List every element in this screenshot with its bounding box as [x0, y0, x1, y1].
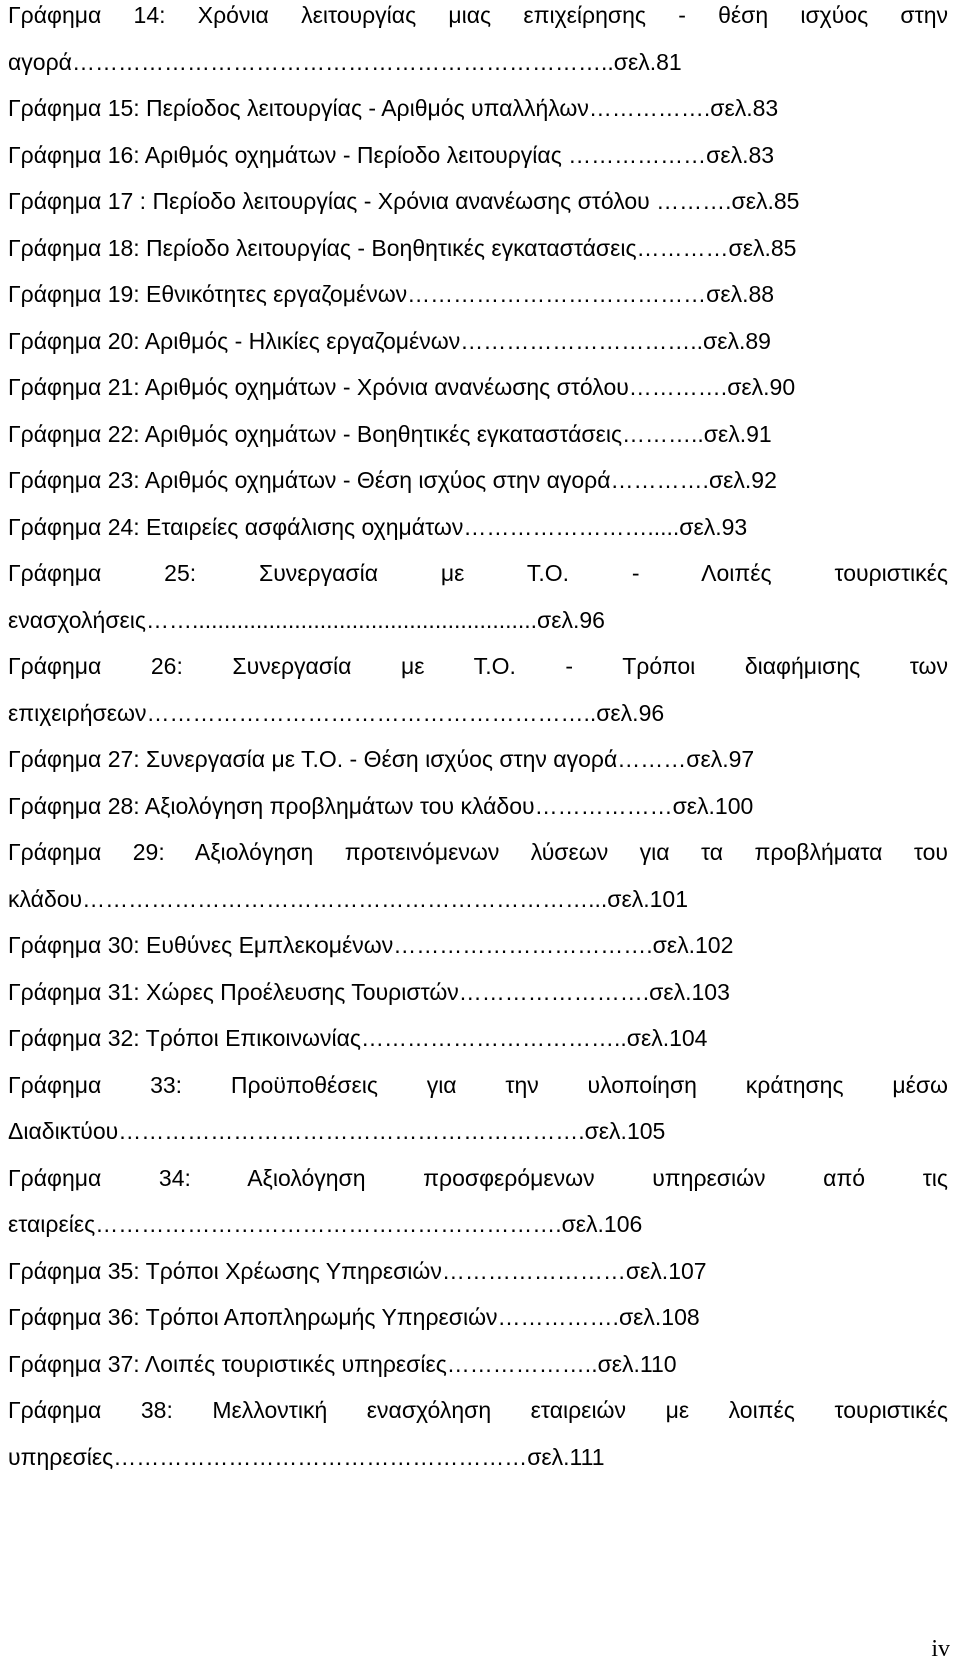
toc-line: Γράφημα 26: Συνεργασία με Τ.Ο. - Τρόποι διαφήμισης των	[8, 653, 948, 679]
toc-line: επιχειρήσεων…………………………………………………..σελ.96	[8, 699, 665, 726]
toc-line: Γράφημα 16: Αριθμός οχημάτων - Περίοδο λειτουργίας ………………σελ.83	[8, 141, 775, 168]
toc-line: Γράφημα 29: Αξιολόγηση προτεινόμενων λύσεων για τα προβλήματα του	[8, 839, 948, 865]
toc-list-of-figures	[8, 0, 948, 1480]
toc-line: κλάδου…………………………………………………………...σελ.101	[8, 885, 689, 912]
page-number: iv	[931, 1636, 950, 1662]
toc-line: ενασχολήσεις……......................................................σελ.96	[8, 606, 605, 633]
toc-line: Γράφημα 18: Περίοδο λειτουργίας - Βοηθητικές εγκαταστάσεις…………σελ.85	[8, 234, 797, 261]
toc-line: Γράφημα 21: Αριθμός οχημάτων - Χρόνια ανανέωσης στόλου………….σελ.90	[8, 374, 796, 400]
toc-line: Γράφημα 36: Τρόποι Αποπληρωμής Υπηρεσιών…………….σελ.108	[8, 1304, 700, 1330]
toc-line: Γράφημα 14: Χρόνια λειτουργίας μιας επιχείρησης - θέση ισχύος στην	[8, 2, 948, 28]
toc-line: Γράφημα 35: Τρόποι Χρέωσης Υπηρεσιών……………………σελ.107	[8, 1257, 707, 1284]
toc-line: Γράφημα 24: Εταιρείες ασφάλισης οχημάτων…………………….....σελ.93	[8, 513, 748, 540]
toc-line: Γράφημα 19: Εθνικότητες εργαζομένων…………………………………σελ.88	[8, 281, 775, 307]
toc-line: Γράφημα 27: Συνεργασία με Τ.Ο. - Θέση ισχύος στην αγορά………σελ.97	[8, 746, 755, 772]
toc-line: Γράφημα 31: Χώρες Προέλευσης Τουριστών…………………….σελ.103	[8, 978, 730, 1005]
toc-line: Γράφημα 28: Αξιολόγηση προβλημάτων του κλάδου………………σελ.100	[8, 792, 754, 819]
toc-line: Γράφημα 34: Αξιολόγηση προσφερόμενων υπηρεσιών από τις	[8, 1164, 948, 1191]
toc-line: υπηρεσίες………………………………………………σελ.111	[8, 1443, 605, 1470]
toc-line: Γράφημα 15: Περίοδος λειτουργίας - Αριθμός υπαλλήλων…………….σελ.83	[8, 95, 779, 121]
toc-line: Γράφημα 20: Αριθμός - Ηλικίες εργαζομένων…………………………..σελ.89	[8, 327, 771, 354]
toc-line: Γράφημα 17 : Περίοδο λειτουργίας - Χρόνια ανανέωσης στόλου ……….σελ.85	[8, 188, 800, 214]
toc-line: Γράφημα 37: Λοιπές τουριστικές υπηρεσίες………………..σελ.110	[8, 1350, 677, 1377]
toc-line: Γράφημα 22: Αριθμός οχημάτων - Βοηθητικές εγκαταστάσεις………..σελ.91	[8, 420, 772, 447]
toc-line: Γράφημα 23: Αριθμός οχημάτων - Θέση ισχύος στην αγορά………….σελ.92	[8, 467, 777, 493]
toc-line: Γράφημα 25: Συνεργασία με Τ.Ο. - Λοιπές τουριστικές	[8, 560, 948, 586]
toc-line: Γράφημα 32: Τρόποι Επικοινωνίας……………………………..σελ.104	[8, 1025, 708, 1051]
toc-line: Γράφημα 30: Ευθύνες Εμπλεκομένων…………………………….σελ.102	[8, 932, 734, 958]
toc-line: Γράφημα 38: Μελλοντική ενασχόληση εταιρειών με λοιπές τουριστικές	[8, 1397, 948, 1423]
toc-line: Διαδικτύου…………………………………………………….σελ.105	[8, 1118, 666, 1144]
toc-line: εταιρείες…………………………………………………….σελ.106	[8, 1211, 643, 1237]
toc-line: Γράφημα 33: Προϋποθέσεις για την υλοποίηση κράτησης μέσω	[8, 1071, 948, 1098]
toc-line: αγορά……………………………………………………………..σελ.81	[8, 48, 682, 75]
